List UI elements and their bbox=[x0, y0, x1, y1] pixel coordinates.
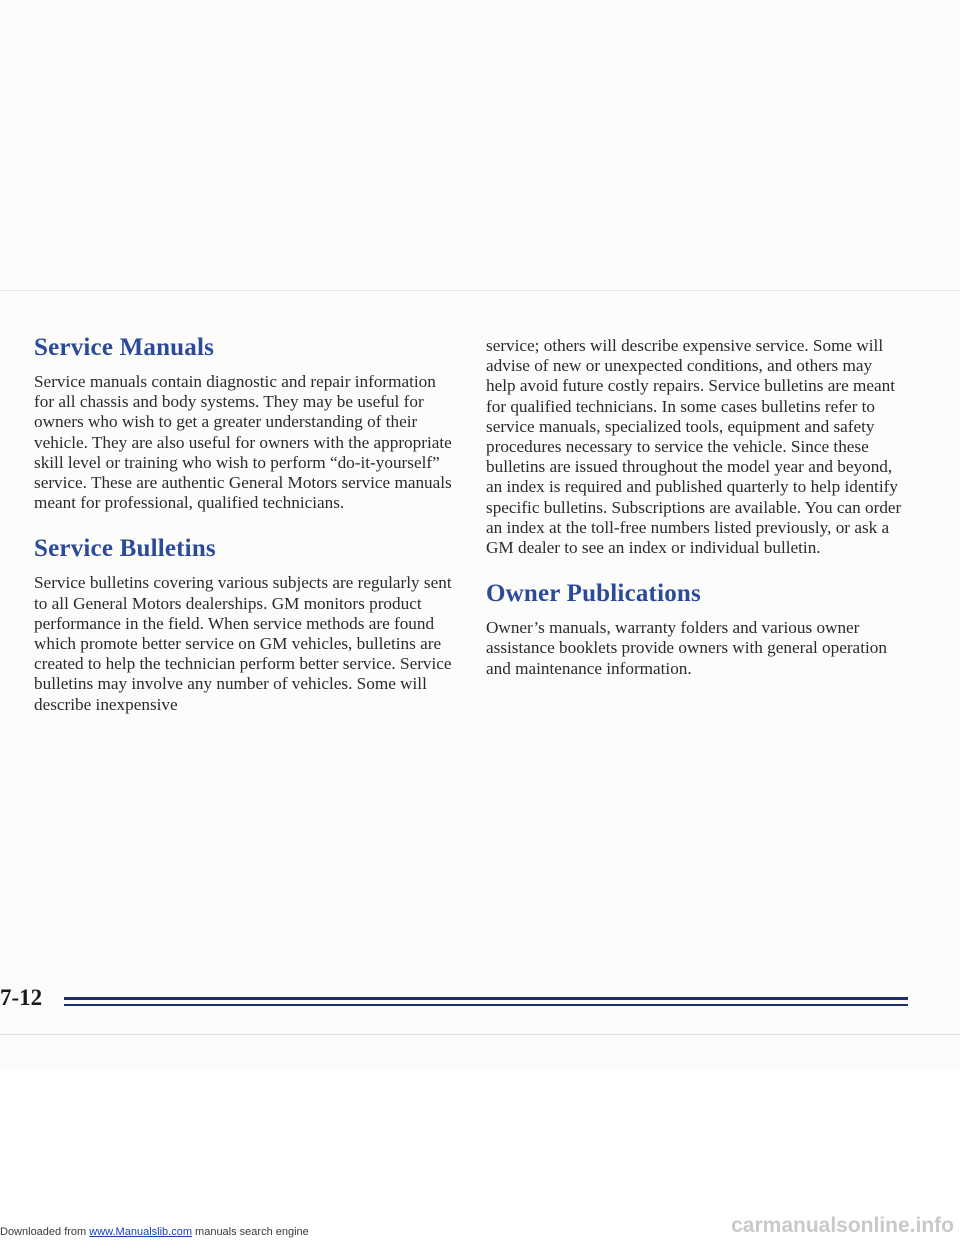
page-number: 7-12 bbox=[0, 985, 43, 1010]
page-footer bbox=[0, 985, 960, 1015]
top-divider bbox=[0, 290, 960, 291]
left-column bbox=[34, 330, 454, 737]
owner-publications-heading: Owner Publications bbox=[486, 580, 701, 608]
service-bulletins-paragraph: Service bulletins covering various subjects are regularly sent to all General Motors dealerships. GM monitors product performance in the field. When service methods are found which promote better service on GM vehicles, bulletins are created to help the technician perform better service. Service bulletins may involve any number of vehicles. Some will describe inexpensive bbox=[34, 573, 452, 714]
right-column bbox=[486, 336, 906, 701]
service-bulletins-continued-paragraph: service; others will describe expensive service. Some will advise of new or unexpected conditions, and others may help avoid future costly repairs. Service bulletins are meant for qualified technicians. In some cases bulletins refer to service manuals, specialized tools, equipment and safety procedures necessary to service the vehicle. Since these bulletins are issued throughout the model year and beyond, an index is required and published quarterly to help identify specific bulletins. Subscriptions are available. You can order an index at the toll-free numbers listed previously, or ask a GM dealer to see an index or individual bulletin. bbox=[486, 336, 902, 558]
download-note-suffix: manuals search engine bbox=[191, 1226, 309, 1238]
download-note-prefix: Downloaded from bbox=[0, 1226, 90, 1238]
owner-publications-paragraph: Owner’s manuals, warranty folders and various owner assistance booklets provide owners with general operation and maintenance information. bbox=[486, 618, 887, 678]
page-edge-divider bbox=[0, 1034, 960, 1035]
footer-rule-top bbox=[64, 997, 908, 1000]
site-watermark: carmanualsonline.info bbox=[731, 1214, 954, 1237]
service-manuals-heading: Service Manuals bbox=[34, 334, 215, 361]
download-note bbox=[0, 1226, 309, 1238]
footer-rule-bottom bbox=[64, 1004, 908, 1006]
service-manuals-paragraph: Service manuals contain diagnostic and repair information for all chassis and body systems. They may be useful for owners who wish to get a greater understanding of their vehicle. They are also useful for owners with the appropriate skill level or training who wish to perform “do-it-yourself” service. These are authentic General Motors service manuals meant for professional, qualified technicians. bbox=[34, 372, 452, 513]
manualslib-link[interactable]: www.Manualslib.com bbox=[89, 1226, 192, 1238]
service-bulletins-heading: Service Bulletins bbox=[34, 535, 216, 563]
